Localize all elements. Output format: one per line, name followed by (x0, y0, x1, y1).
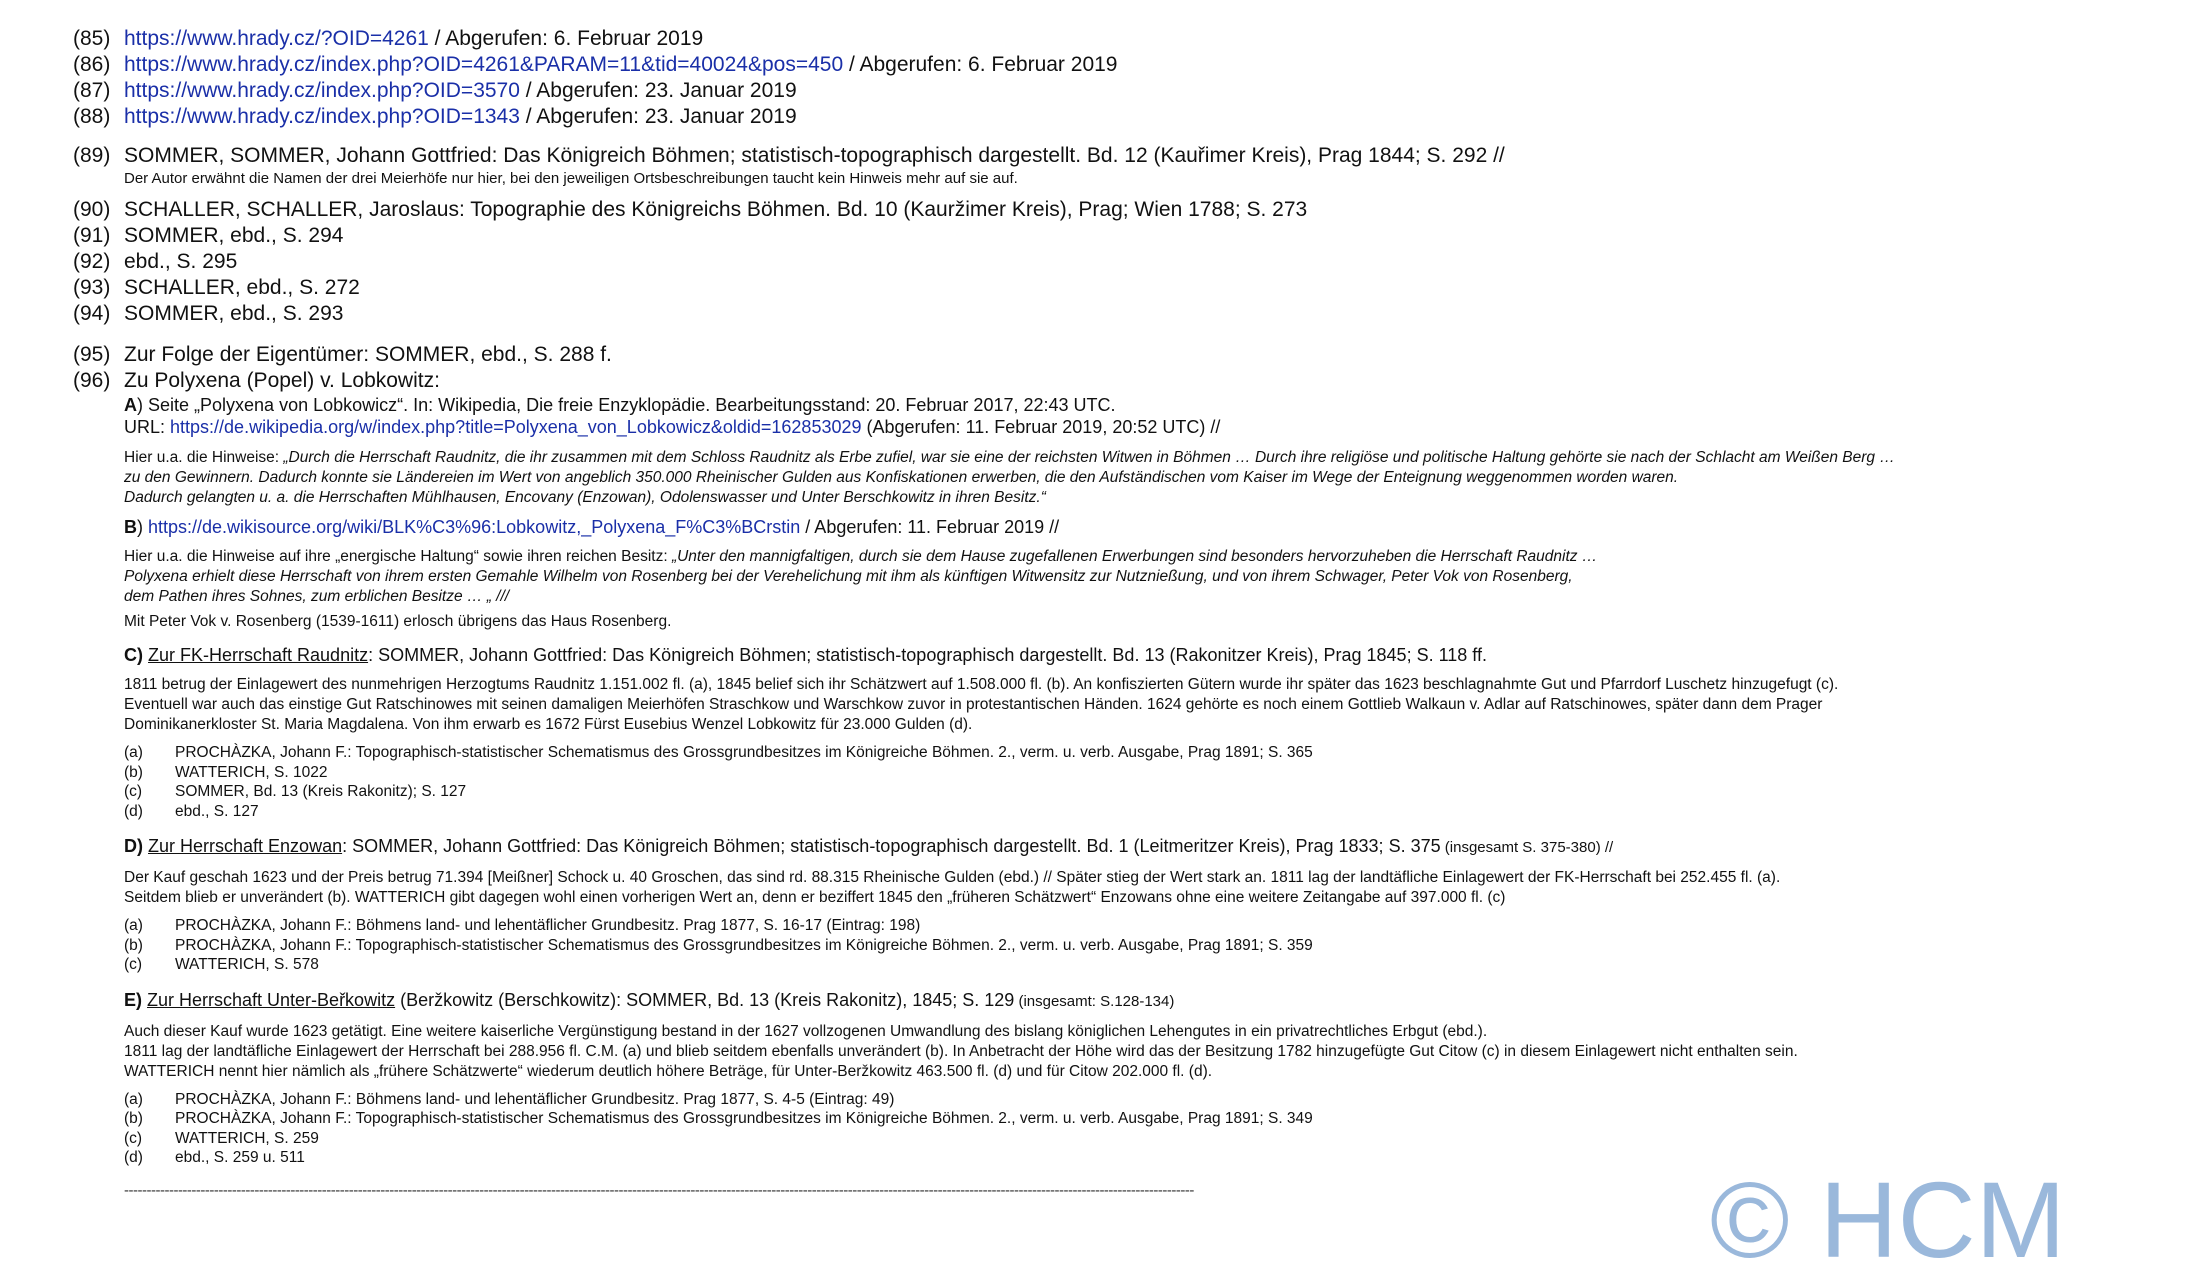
source-text: ebd., S. 259 u. 511 (175, 1149, 305, 1166)
section-e-title: Zur Herrschaft Unter-Beřkowitz (147, 989, 396, 1010)
reference-text: ebd., S. 295 (124, 250, 238, 273)
section-e-source: (Beržkowitz (Berschkowitz): SOMMER, Bd. 13 (Kreis Rakonitz), 1845; S. 129 (395, 989, 1015, 1010)
section-d-sources (0, 916, 2205, 975)
reference-94 (0, 301, 2205, 327)
section-c-body (0, 675, 2205, 735)
reference-text: SOMMER, ebd., S. 293 (124, 302, 344, 325)
wikipedia-link[interactable]: https://de.wikipedia.org/w/index.php?title=Polyxena_von_Lobkowicz&oldid=162853029 (170, 417, 862, 437)
source-label: (b) (124, 936, 143, 954)
reference-number: (96) (73, 369, 111, 392)
paragraph-line: Auch dieser Kauf wurde 1623 getätigt. Eine weitere kaiserliche Vergünstigung bestand in der 1627 vollzogenen Umwandlung des bislang königlichen Lehengutes in ein privatrechtliches Erbgut (ebd.). (124, 1022, 1488, 1040)
source-label: (c) (124, 1129, 143, 1147)
source-item (0, 1090, 2205, 1110)
separator-line: ---------------------------------------------------------------------------------------------------------------------------------------------------------------------------------------------------------------------------------------------- (124, 1181, 1194, 1199)
section-b-pre: ) (137, 517, 148, 537)
section-a (0, 394, 2205, 438)
url-prefix: URL: (124, 417, 171, 437)
section-d-body (0, 868, 2205, 908)
source-text: WATTERICH, S. 259 (175, 1129, 319, 1147)
reference-number: (90) (73, 198, 111, 221)
reference-91 (0, 223, 2205, 249)
quote-line: dem Pathen ihres Sohnes, zum erblichen Besitze … „ /// (124, 588, 510, 605)
section-b-label: B (124, 517, 137, 537)
section-c-title: Zur FK-Herrschaft Raudnitz (148, 645, 369, 665)
section-e-body (0, 1022, 2205, 1082)
note-prefix: Hier u.a. die Hinweise: (124, 449, 284, 466)
reference-88 (0, 104, 2205, 130)
reference-86 (0, 52, 2205, 78)
paragraph-line: 1811 lag der landtäfliche Einlagewert der Herrschaft bei 288.956 fl. C.M. (a) und blieb seitdem ebenfalls unverändert (b). In Anbetracht der Höhe wird das der Besitzung 1782 hinzugefügte Gut Citow (c) in diesem Einlagewert nicht enthalten sein. (124, 1042, 1798, 1060)
reference-link[interactable]: https://www.hrady.cz/index.php?OID=1343 (124, 105, 520, 128)
section-a-line1 (124, 394, 2205, 416)
section-e-pages: (insgesamt: S.128-134) (1014, 992, 1175, 1010)
reference-link[interactable]: https://www.hrady.cz/index.php?OID=4261&PARAM=11&tid=40024&pos=450 (124, 53, 844, 76)
wikisource-link[interactable]: https://de.wikisource.org/wiki/BLK%C3%96:Lobkowitz,_Polyxena_F%C3%BCrstin (148, 517, 801, 537)
section-a-url-line (124, 416, 2205, 438)
reference-accessed: / Abgerufen: 6. Februar 2019 (843, 53, 1118, 76)
source-item (0, 936, 2205, 956)
section-c-sources (0, 743, 2205, 821)
reference-96 (0, 368, 2205, 394)
copyright-watermark: © HCM (1710, 1159, 2066, 1280)
note-line: Mit Peter Vok v. Rosenberg (1539-1611) erlosch übrigens das Haus Rosenberg. (124, 613, 672, 630)
paragraph-line: 1811 betrug der Einlagewert des nunmehrigen Herzogtums Raudnitz 1.151.002 fl. (a), 1845 belief sich ihr Schätzwert auf 1.508.000 fl. (b). An konfiszierten Gütern wurde ihr später das 1623 beschlagnahmte Gut und Pfarrdorf Luschetz hinzugefugt (c). (124, 676, 1839, 693)
section-e-heading (0, 989, 2205, 1013)
reference-link[interactable]: https://www.hrady.cz/index.php?OID=3570 (124, 79, 520, 102)
reference-number: (88) (73, 105, 111, 128)
reference-90 (0, 197, 2205, 223)
reference-number: (95) (73, 343, 111, 366)
source-text: SOMMER, Bd. 13 (Kreis Rakonitz); S. 127 (175, 783, 467, 800)
source-label: (a) (124, 917, 143, 934)
reference-89-note: Der Autor erwähnt die Namen der drei Meierhöfe nur hier, bei den jeweiligen Ortsbeschreibungen taucht kein Hinweis mehr auf sie auf. (124, 170, 1018, 187)
source-label: (b) (124, 1110, 143, 1127)
source-item (0, 1129, 2205, 1149)
source-text: PROCHÀZKA, Johann F.: Topographisch-statistischer Schematismus des Grossgrundbesitzes im Königreiche Böhmen. 2., verm. u. verb. Ausgabe, Prag 1891; S. 365 (175, 744, 1313, 761)
paragraph-line: WATTERICH nennt hier nämlich als „frühere Schätzwerte“ wiederum deutlich höhere Beträge, für Unter-Beržkowitz 463.500 fl. (d) und für Citow 202.000 fl. (d). (124, 1062, 1213, 1080)
reference-text: Zu Polyxena (Popel) v. Lobkowitz: (124, 369, 440, 392)
reference-number: (85) (73, 27, 111, 50)
reference-text: SCHALLER, SCHALLER, Jaroslaus: Topographie des Königreichs Böhmen. Bd. 10 (Kauržimer Kreis), Prag; Wien 1788; S. 273 (124, 198, 1308, 221)
quote-line: Dadurch gelangten u. a. die Herrschaften Mühlhausen, Encovany (Enzowan), Odolenswasser und Unter Berschkowitz in ihren Besitz.“ (124, 489, 1046, 506)
source-label: (a) (124, 744, 143, 761)
reference-number: (91) (73, 224, 111, 247)
section-d-heading (0, 835, 2205, 859)
source-item (0, 955, 2205, 975)
quote-line: Polyxena erhielt diese Herrschaft von ihrem ersten Gemahle Wilhelm von Rosenberg bei der Verehelichung mit ihm als künftigen Witwensitz zur Nutznießung, und von ihrem Schwager, Peter Vok von Rosenberg, (124, 568, 1573, 585)
section-a-text: ) Seite „Polyxena von Lobkowicz“. In: Wikipedia, Die freie Enzyklopädie. Bearbeitungsstand: 20. Februar 2017, 22:43 UTC. (137, 395, 1116, 415)
section-d-pages: (insgesamt S. 375-380) // (1440, 839, 1614, 856)
source-item (0, 802, 2205, 822)
url-suffix: (Abgerufen: 11. Februar 2019, 20:52 UTC) // (861, 417, 1221, 437)
reference-85 (0, 26, 2205, 52)
reference-93 (0, 275, 2205, 301)
reference-accessed: / Abgerufen: 23. Januar 2019 (519, 79, 797, 102)
source-label: (c) (124, 783, 143, 800)
reference-text: Zur Folge der Eigentümer: SOMMER, ebd., S. 288 f. (124, 343, 612, 366)
source-label: (d) (124, 1149, 143, 1166)
reference-text: SOMMER, SOMMER, Johann Gottfried: Das Königreich Böhmen; statistisch-topographisch dargestellt. Bd. 12 (Kauřimer Kreis), Prag 1844; S. 292 // (124, 144, 1505, 167)
reference-89 (0, 143, 2205, 169)
section-d-title: Zur Herrschaft Enzowan (148, 836, 343, 856)
section-e-label: E) (124, 989, 142, 1010)
source-item (0, 743, 2205, 763)
source-label: (c) (124, 956, 143, 973)
paragraph-line: Dominikanerkloster St. Maria Magdalena. Von ihm erwarb es 1672 Fürst Eusebius Wenzel Lobkowitz für 23.000 Gulden (d). (124, 716, 973, 733)
quote-line: „Unter den mannigfaltigen, durch sie dem Hause zugefallenen Erwerbungen sind besonders hervorzuheben die Herrschaft Raudnitz … (671, 548, 1598, 565)
section-a-label: A (124, 395, 137, 415)
reference-87 (0, 78, 2205, 104)
section-c-heading (0, 644, 2205, 666)
quote-line: „Durch die Herrschaft Raudnitz, die ihr zusammen mit dem Schloss Raudnitz als Erbe zufiel, war sie eine der reichsten Witwen in Böhmen … Durch ihre religiöse und politische Haltung gehörte sie nach der Schlacht am Weißen Berg … (283, 449, 1895, 466)
source-text: PROCHÀZKA, Johann F.: Topographisch-statistischer Schematismus des Grossgrundbesitzes im Königreiche Böhmen. 2., verm. u. verb. Ausgabe, Prag 1891; S. 349 (175, 1110, 1313, 1127)
source-item (0, 782, 2205, 802)
section-b-note (0, 547, 2205, 632)
reference-group-links (0, 26, 2205, 130)
section-e-sources (0, 1090, 2205, 1168)
paragraph-line: Der Kauf geschah 1623 und der Preis betrug 71.394 [Meißner] Schock u. 40 Groschen, das sind rd. 88.315 Rheinische Gulden (ebd.) // Später stieg der Wert stark an. 1811 lag der landtäfliche Einlagewert der FK-Herrschaft bei 252.455 fl. (a). (124, 869, 1781, 886)
reference-accessed: / Abgerufen: 23. Januar 2019 (519, 105, 797, 128)
source-text: PROCHÀZKA, Johann F.: Böhmens land- und lehentäflicher Grundbesitz. Prag 1877, S. 4-5 (Eintrag: 49) (175, 1090, 895, 1108)
reference-text: SOMMER, ebd., S. 294 (124, 224, 344, 247)
note-prefix: Hier u.a. die Hinweise auf ihre „energische Haltung“ sowie ihren reichen Besitz: (124, 548, 672, 565)
source-label: (b) (124, 763, 143, 781)
reference-number: (93) (73, 276, 111, 299)
reference-number: (89) (73, 144, 111, 167)
source-item (0, 1109, 2205, 1129)
source-text: ebd., S. 127 (175, 802, 259, 820)
reference-95 (0, 342, 2205, 368)
section-d-source: : SOMMER, Johann Gottfried: Das Königreich Böhmen; statistisch-topographisch dargestellt. Bd. 1 (Leitmeritzer Kreis), Prag 1833; S. 375 (342, 836, 1441, 856)
section-b (0, 516, 2205, 538)
paragraph-line: Seitdem blieb er unverändert (b). WATTERICH gibt dagegen wohl einen vorherigen Wert an, denn er beziffert 1845 den „früheren Schätzwert“ Enzowans ohne eine weitere Zeitangabe auf 397.000 fl. (c) (124, 889, 1506, 906)
reference-link[interactable]: https://www.hrady.cz/?OID=4261 (124, 27, 429, 50)
section-c-source: : SOMMER, Johann Gottfried: Das Königreich Böhmen; statistisch-topographisch dargestellt. Bd. 13 (Rakonitzer Kreis), Prag 1845; S. 118 ff. (368, 645, 1487, 665)
section-c-label: C) (124, 645, 143, 665)
reference-92 (0, 249, 2205, 275)
quote-line: zu den Gewinnern. Dadurch konnte sie Ländereien im Wert von angeblich 350.000 Rheinischer Gulden aus Konfiskationen erwerben, die den Aufständischen vom Kaiser im Wege der Enteignung weggenommen worden waren. (124, 469, 1679, 486)
section-d-label: D) (124, 836, 143, 856)
paragraph-line: Eventuell war auch das einstige Gut Ratschinowes mit seinen damaligen Meierhöfen Straschkow und Warschkow zuvor in protestantischen Händen. 1624 gehörte es noch einem Gottlieb Walkaun v. Adlar auf Ratschinowes, später dann dem Prager (124, 696, 1823, 713)
source-label: (d) (124, 802, 143, 820)
reference-number: (92) (73, 250, 111, 273)
reference-number: (87) (73, 79, 111, 102)
reference-text: SCHALLER, ebd., S. 272 (124, 276, 360, 299)
reference-accessed: / Abgerufen: 6. Februar 2019 (428, 27, 704, 50)
source-text: WATTERICH, S. 578 (175, 956, 319, 973)
section-b-accessed: / Abgerufen: 11. Februar 2019 // (800, 517, 1060, 537)
source-text: WATTERICH, S. 1022 (175, 763, 328, 781)
source-text: PROCHÀZKA, Johann F.: Topographisch-statistischer Schematismus des Grossgrundbesitzes im Königreiche Böhmen. 2., verm. u. verb. Ausgabe, Prag 1891; S. 359 (175, 936, 1313, 954)
source-text: PROCHÀZKA, Johann F.: Böhmens land- und lehentäflicher Grundbesitz. Prag 1877, S. 16-17 (Eintrag: 198) (175, 917, 921, 934)
section-a-note (0, 448, 2205, 508)
reference-number: (86) (73, 53, 111, 76)
source-label: (a) (124, 1090, 143, 1108)
source-item (0, 916, 2205, 936)
source-item (0, 763, 2205, 783)
reference-number: (94) (73, 302, 111, 325)
